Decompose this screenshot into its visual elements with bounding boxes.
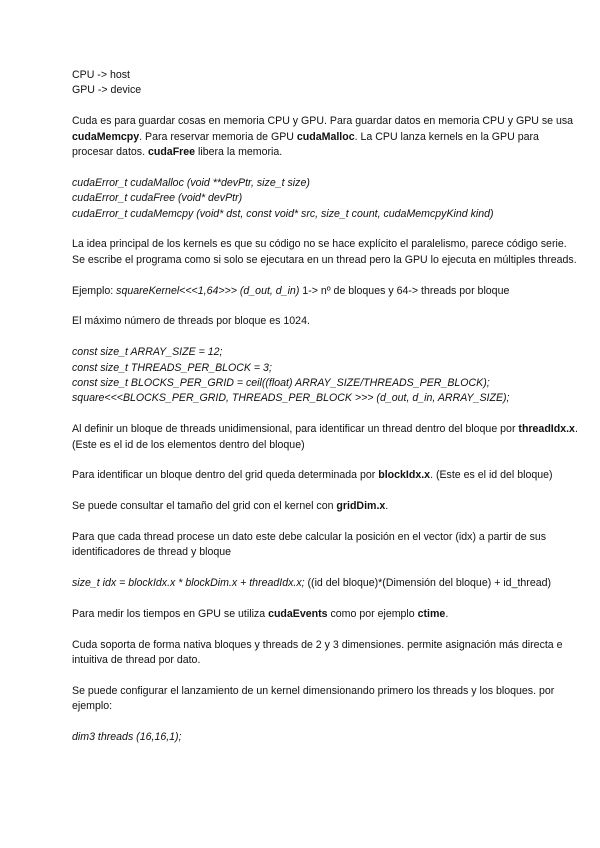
code-line-threads-per-block: const size_t THREADS_PER_BLOCK = 3;	[72, 361, 272, 374]
formula-code: size_t idx = blockIdx.x * blockDim.x + threadIdx.x;	[72, 577, 305, 590]
memory-text-4: libera la memoria.	[195, 146, 283, 159]
position-paragraph: Para que cada thread procese un dato este debe calcular la posición en el vector (idx) a partir de sus identificadores de thread y bloque	[72, 531, 547, 559]
cudamalloc-term: cudaMalloc	[296, 130, 355, 143]
intro-line-cpu: CPU -> host	[72, 69, 130, 81]
ctime-term: ctime	[417, 608, 446, 621]
events-paragraph	[72, 607, 580, 622]
memory-text-3: . La CPU lanza kernels en la GPU para procesar datos.	[72, 130, 539, 159]
memory-text-2: . Para reservar memoria de GPU	[139, 130, 297, 143]
memory-paragraph	[72, 114, 580, 160]
max-threads-paragraph: El máximo número de threads por bloque es 1024.	[72, 315, 310, 328]
intro-paragraph	[72, 68, 580, 99]
griddim-term: gridDim.x	[336, 500, 386, 513]
blockidx-text-2: . (Este es el id del bloque)	[430, 469, 553, 482]
native-dimensions-paragraph: Cuda soporta de forma nativa bloques y threads de 2 y 3 dimensiones. permite asignación más directa e intuitiva de thread por dato.	[72, 638, 563, 667]
cudamemcpy-term: cudaMemcpy	[72, 130, 140, 143]
blockidx-term: blockIdx.x	[378, 469, 431, 482]
threadidx-text-1: Al definir un bloque de threads unidimensional, para identificar un thread dentro del bloque por	[72, 423, 519, 436]
threadidx-term: threadIdx.x	[518, 423, 575, 436]
example-label: Ejemplo:	[72, 284, 117, 297]
griddim-paragraph	[72, 499, 580, 514]
code-block	[72, 345, 580, 407]
cudafree-term: cudaFree	[147, 146, 196, 159]
dim3-code: dim3 threads (16,16,1);	[72, 731, 182, 744]
code-line-array-size: const size_t ARRAY_SIZE = 12;	[72, 346, 223, 359]
signature-cudafree: cudaError_t cudaFree (void* devPtr)	[72, 192, 243, 205]
code-line-blocks-per-grid: const size_t BLOCKS_PER_GRID = ceil((float) ARRAY_SIZE/THREADS_PER_BLOCK);	[72, 377, 490, 390]
example-explanation: 1-> nº de bloques y 64-> threads por bloque	[299, 284, 510, 297]
griddim-text-2: .	[385, 500, 389, 513]
formula-paragraph	[72, 576, 580, 591]
example-paragraph	[72, 284, 580, 299]
formula-explanation: ((id del bloque)*(Dimensión del bloque) + id_thread)	[304, 577, 552, 590]
events-text-1: Para medir los tiempos en GPU se utiliza	[72, 608, 269, 621]
example-code: squareKernel<<<1,64>>> (d_out, d_in)	[116, 284, 300, 297]
cudaevents-term: cudaEvents	[268, 608, 328, 621]
signature-cudamemcpy: cudaError_t cudaMemcpy (void* dst, const void* src, size_t count, cudaMemcpyKind kind)	[72, 207, 494, 220]
events-text-2: como por ejemplo	[327, 608, 418, 621]
signature-cudamalloc: cudaError_t cudaMalloc (void **devPtr, size_t size)	[72, 176, 310, 189]
blockidx-text-1: Para identificar un bloque dentro del grid queda determinada por	[72, 469, 379, 482]
intro-line-gpu: GPU -> device	[72, 84, 142, 97]
config-paragraph: Se puede configurar el lanzamiento de un kernel dimensionando primero los threads y los bloques. por ejemplo:	[72, 685, 555, 713]
memory-text-1: Cuda es para guardar cosas en memoria CPU y GPU. Para guardar datos en memoria CPU y GPU se usa	[72, 115, 574, 128]
blockidx-paragraph	[72, 468, 580, 483]
threadidx-paragraph	[72, 422, 580, 453]
griddim-text-1: Se puede consultar el tamaño del grid con el kernel con	[72, 500, 337, 513]
signatures-block	[72, 176, 580, 222]
events-text-3: .	[445, 608, 449, 621]
threadidx-text-2: . (Este es el id de los elementos dentro del bloque)	[72, 423, 578, 451]
code-line-kernel-launch: square<<<BLOCKS_PER_GRID, THREADS_PER_BLOCK >>> (d_out, d_in, ARRAY_SIZE);	[72, 392, 510, 405]
kernels-paragraph: La idea principal de los kernels es que su código no se hace explícito el paralelismo, parece código serie. Se escribe el programa como si solo se ejecutara en un thread pero la GPU lo ejecuta en múltiples threads.	[72, 238, 577, 266]
